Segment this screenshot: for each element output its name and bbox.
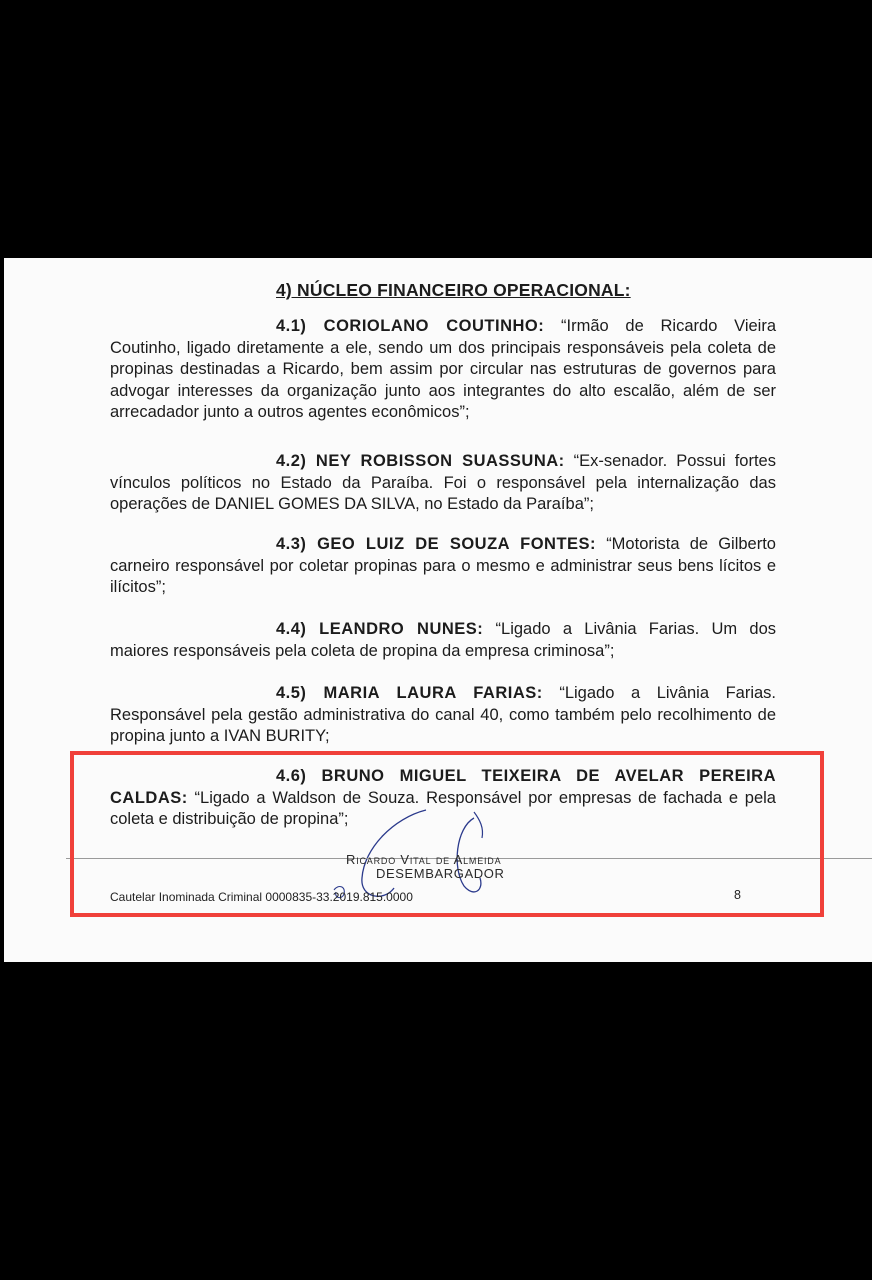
item-label: 4.1) CORIOLANO COUTINHO:: [276, 317, 545, 335]
list-item: [110, 619, 776, 662]
item-label: 4.3) GEO LUIZ DE SOUZA FONTES:: [276, 535, 597, 553]
highlight-box: [70, 751, 824, 917]
footer-case-number: Cautelar Inominada Criminal 0000835-33.2019.815.0000: [110, 890, 413, 904]
item-text: “Ligado a Waldson de Souza. Responsável por empresas de fachada e pela coleta e distribuição de propina”;: [110, 788, 776, 828]
list-item: [110, 451, 776, 516]
signatory-name: Ricardo Vital de Almeida: [346, 852, 502, 867]
section-heading: 4) NÚCLEO FINANCEIRO OPERACIONAL:: [276, 280, 631, 300]
item-text: “Irmão de Ricardo Vieira Coutinho, ligado diretamente a ele, sendo um dos principais responsáveis pela coleta de propinas destinadas a Ricardo, bem assim por circular nas estruturas de governos para advogar interesses da organização junto aos integrantes do alto escalão, além de ser arrecadador junto a outros agentes econômicos”;: [110, 317, 776, 421]
item-text: “Ligado a Livânia Farias. Um dos maiores responsáveis pela coleta de propina da empresa criminosa”;: [110, 620, 777, 660]
list-item: [110, 683, 776, 748]
item-text: “Ligado a Livânia Farias. Responsável pela gestão administrativa do canal 40, como também pelo recolhimento de propina junto a IVAN BURITY;: [110, 684, 777, 745]
item-label: 4.6) BRUNO MIGUEL TEIXEIRA DE AVELAR PEREIRA CALDAS:: [110, 767, 776, 807]
signatory-title: DESEMBARGADOR: [376, 866, 505, 881]
list-item: [110, 534, 776, 599]
item-label: 4.2) NEY ROBISSON SUASSUNA:: [276, 452, 565, 470]
item-label: 4.4) LEANDRO NUNES:: [276, 620, 484, 638]
item-text: “Motorista de Gilberto carneiro responsável por coletar propinas para o mesmo e administrar seus bens lícitos e ilícitos”;: [110, 535, 776, 596]
item-label: 4.5) MARIA LAURA FARIAS:: [276, 684, 543, 702]
page-number: 8: [734, 888, 741, 902]
item-text: “Ex-senador. Possui fortes vínculos políticos no Estado da Paraíba. Foi o responsável pela internalização das operações de DANIEL GOMES DA SILVA, no Estado da Paraíba”;: [110, 452, 776, 513]
list-item: [110, 316, 776, 424]
